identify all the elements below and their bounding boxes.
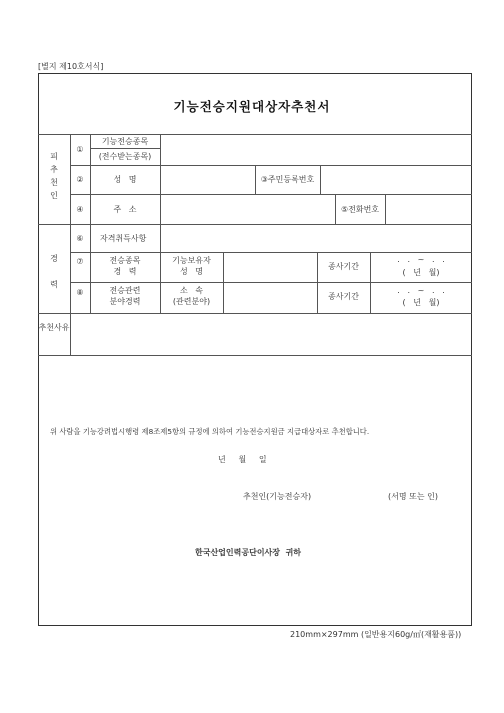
field-7-duration: ( 년 월) bbox=[402, 268, 440, 277]
recommendation-statement: 위 사람을 기능강려법시행령 제8조제5항의 규정에 의하여 기능전승지원금 지급대상자로 추천합니다. bbox=[50, 427, 370, 436]
divider bbox=[70, 134, 71, 313]
divider bbox=[38, 313, 472, 314]
divider bbox=[320, 165, 321, 194]
field-8-label-b2: (관련분야) bbox=[172, 297, 211, 306]
field-7-label-b2: 성 명 bbox=[179, 267, 204, 276]
form-number: [별지 제10호서식] bbox=[38, 62, 104, 71]
field-4-number: ④ bbox=[76, 205, 84, 214]
field-5-label: ⑤전화번호 bbox=[340, 205, 380, 214]
divider bbox=[38, 355, 472, 356]
field-6-number: ⑥ bbox=[76, 234, 84, 243]
field-7-label-b1: 기능보유자 bbox=[172, 256, 211, 265]
divider bbox=[90, 148, 160, 149]
field-8-label-b1: 소 속 bbox=[179, 286, 204, 295]
field-1-number: ① bbox=[76, 145, 84, 154]
field-2-label: 성 명 bbox=[113, 175, 137, 184]
divider bbox=[70, 282, 472, 283]
field-4-label: 주 소 bbox=[113, 205, 137, 214]
field-8-period-label: 종사기간 bbox=[328, 292, 359, 301]
form-title: 기능전승지원대상자추천서 bbox=[173, 99, 331, 114]
divider bbox=[385, 194, 386, 224]
field-8-label-a2: 분야경력 bbox=[109, 297, 141, 306]
field-7-number: ⑦ bbox=[76, 257, 84, 266]
paper-spec-footer: 210mm×297mm (일반용지60g/㎡(재활용품)) bbox=[290, 630, 462, 639]
field-1-label: 기능전승종목 bbox=[101, 137, 149, 146]
field-6-label: 자격취득사항 bbox=[100, 234, 147, 243]
divider bbox=[70, 194, 472, 195]
divider bbox=[70, 313, 71, 355]
section-recommendee: 피추천인 bbox=[50, 152, 58, 200]
field-8-label-a1: 전승관련 bbox=[109, 286, 141, 295]
recommender-label: 추천인(기능전승자) bbox=[243, 492, 312, 501]
field-7-date-range: . . ~ . . bbox=[397, 255, 445, 264]
field-8-date-range: . . ~ . . bbox=[397, 286, 445, 295]
field-8-number: ⑧ bbox=[76, 288, 84, 297]
divider bbox=[70, 165, 472, 166]
field-1-sublabel: (전수받는종목) bbox=[98, 152, 152, 161]
field-3-label: ③주민등록번호 bbox=[260, 175, 315, 184]
divider bbox=[38, 224, 472, 225]
divider bbox=[38, 134, 472, 135]
signature-label: (서명 또는 인) bbox=[388, 492, 438, 501]
field-7-label-a1: 전승종목 bbox=[109, 256, 141, 265]
field-2-number: ② bbox=[76, 175, 84, 184]
date-line: 년 월 일 bbox=[218, 455, 267, 464]
addressee: 한국산업인력공단이사장 귀하 bbox=[195, 548, 302, 557]
section-career: 경력 bbox=[50, 254, 58, 289]
field-7-period-label: 종사기간 bbox=[328, 262, 359, 271]
divider bbox=[223, 252, 224, 313]
divider bbox=[70, 252, 472, 253]
field-8-duration: ( 년 월) bbox=[402, 298, 440, 307]
section-reason: 추천사유 bbox=[38, 323, 70, 332]
field-7-label-a2: 경 력 bbox=[113, 267, 137, 276]
